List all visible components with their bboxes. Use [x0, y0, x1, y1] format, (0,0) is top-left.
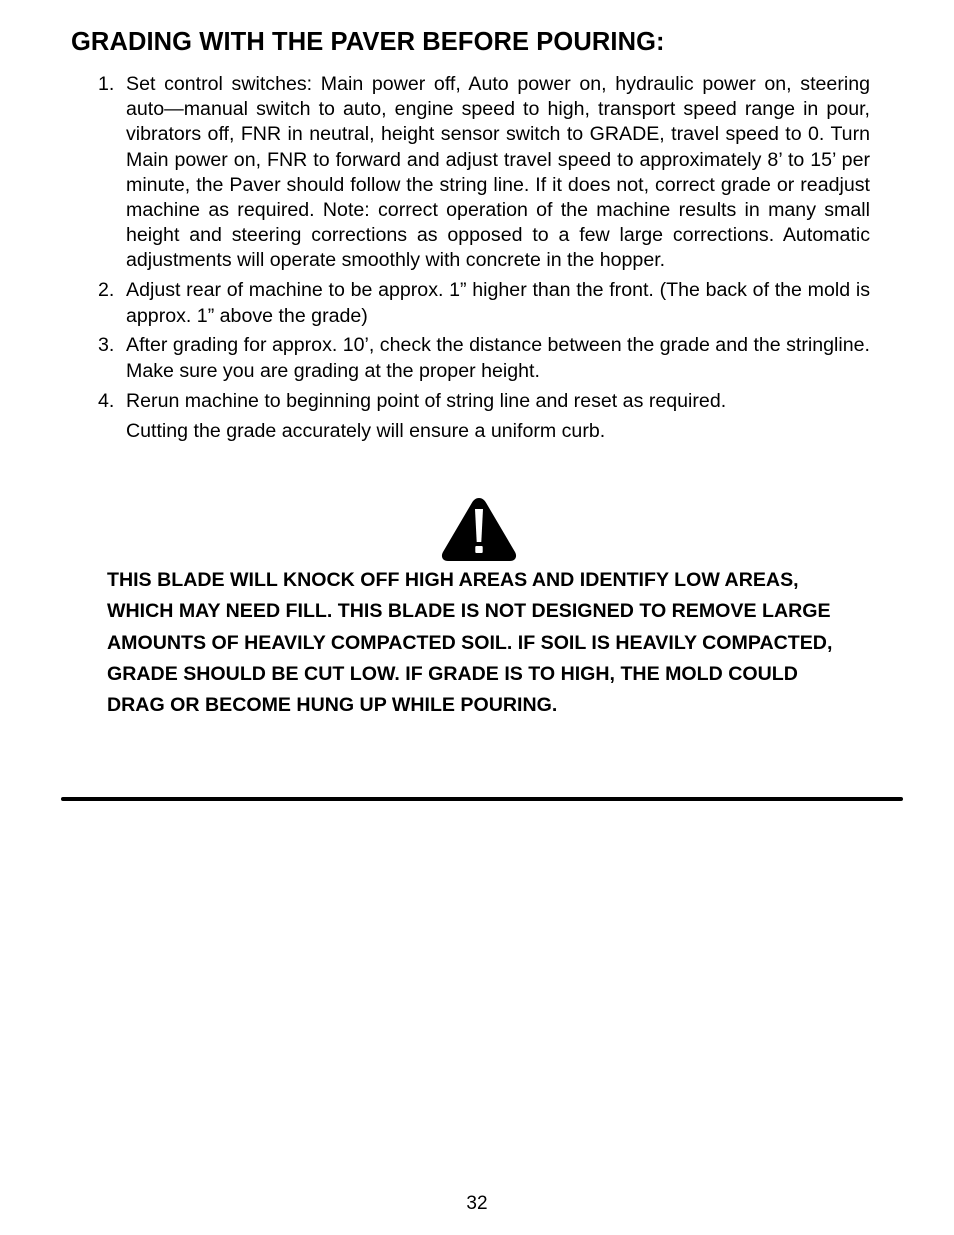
step-text: Rerun machine to beginning point of string line and reset as required. — [126, 389, 727, 412]
step-text: After grading for approx. 10’, check the distance between the grade and the stringline. Make sure you are grading at the proper height. — [126, 334, 870, 382]
step-item — [98, 389, 870, 414]
step-item — [98, 72, 870, 274]
warning-message: THIS BLADE WILL KNOCK OFF HIGH AREAS AND IDENTIFY LOW AREAS, WHICH MAY NEED FILL. THIS BLADE IS NOT DESIGNED TO REMOVE LARGE AMOUNTS OF HEAVILY COMPACTED SOIL. IF SOIL IS HEAVILY COMPACTED, GRADE SHOULD BE CUT LOW. IF GRADE IS TO HIGH, THE MOLD COULD DRAG OR BECOME HUNG UP WHILE POURING. — [107, 569, 833, 717]
step-text: Set control switches: Main power off, Auto power on, hydraulic power on, steering auto—manual switch to auto, engine speed to high, transport speed range in pour, vibrators off, FNR in neutral, height sensor switch to GRADE, travel speed to 0. Turn Main power on, FNR to forward and adjust travel speed to approximately 8’ to 15’ per minute, the Paver should follow the string line. If it does not, correct grade or readjust machine as required. Note: correct operation of the machine results in many small height and steering corrections as opposed to a few large corrections. Automatic adjustments will operate smoothly with concrete in the hopper. — [126, 73, 870, 272]
page-title: GRADING WITH THE PAVER BEFORE POURING: — [71, 28, 665, 56]
step-item — [98, 278, 870, 328]
procedure-steps — [98, 72, 870, 444]
procedure-note: Cutting the grade accurately will ensure a uniform curb. — [126, 419, 606, 442]
section-divider — [61, 797, 903, 801]
step-number: 3. — [98, 334, 115, 357]
page-number: 32 — [466, 1193, 488, 1214]
warning-triangle-icon — [439, 495, 519, 563]
step-text: Adjust rear of machine to be approx. 1” higher than the front. (The back of the mold is approx. 1” above the grade) — [126, 279, 870, 327]
step-number: 4. — [98, 389, 115, 412]
step-number: 1. — [98, 73, 115, 95]
step-item — [98, 333, 870, 383]
step-number: 2. — [98, 279, 115, 302]
